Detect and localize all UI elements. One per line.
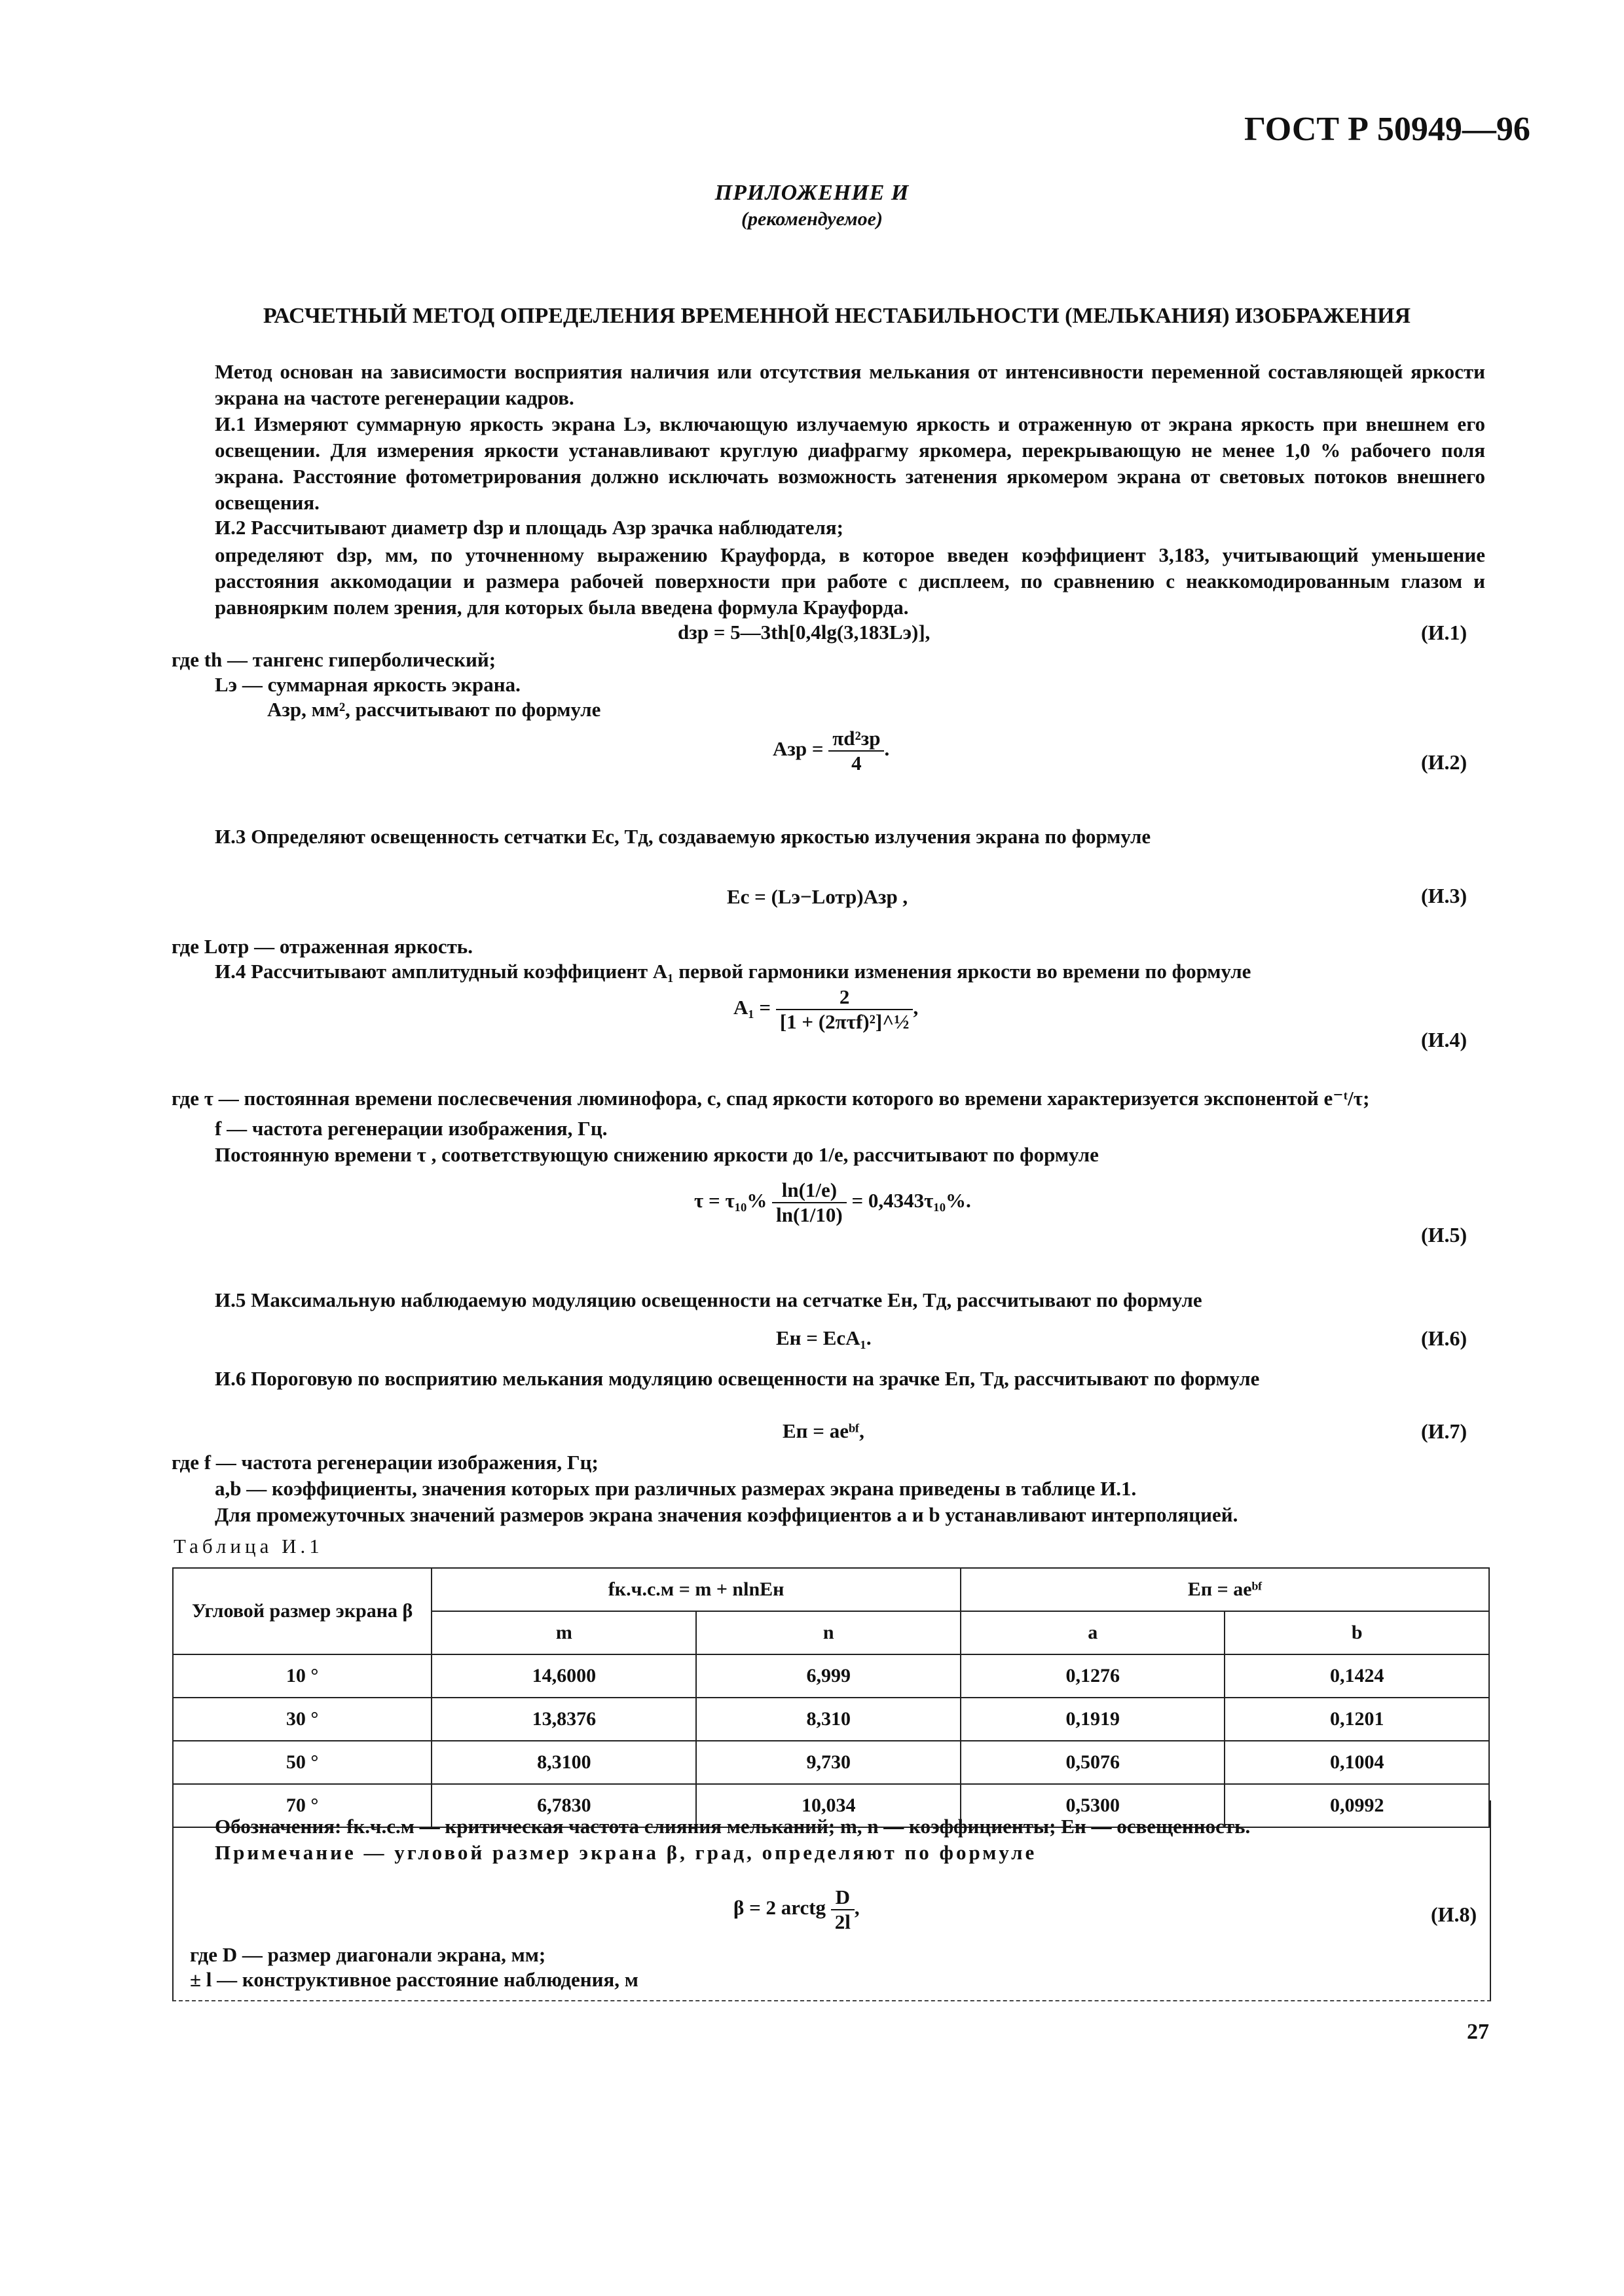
header-beta: Угловой размер экрана β (173, 1568, 432, 1654)
equation-number-i5: (И.5) (1421, 1223, 1467, 1247)
header-n: n (696, 1611, 961, 1654)
equation-i4-denominator: [1 + (2πτf)²]^½ (779, 1010, 910, 1033)
where-th: где th — тангенс гиперболический; (172, 648, 496, 671)
header-a: a (961, 1611, 1225, 1654)
equation-i2-numerator: πd²зр (828, 727, 884, 752)
table-cell: 14,6000 (432, 1654, 696, 1698)
equation-number-i4: (И.4) (1421, 1028, 1467, 1051)
A-calc-text: Aзр, мм², рассчитывают по формуле (267, 698, 601, 721)
header-b: b (1225, 1611, 1489, 1654)
equation-number-i7: (И.7) (1421, 1419, 1467, 1443)
header-group-En: Eп = aeᵇᶠ (961, 1568, 1489, 1611)
equation-i6: Eн = EсA₁. (776, 1326, 872, 1349)
equation-i2: Aзр = $\frac{\text{πd²зр}}{4}$ . (773, 727, 890, 774)
table-cell: 0,1201 (1225, 1698, 1489, 1741)
table-cell: 10,034 (696, 1784, 961, 1827)
table-cell: 0,0992 (1225, 1784, 1489, 1827)
table-cell: 50 ° (173, 1741, 432, 1784)
table-cell: 0,1004 (1225, 1741, 1489, 1784)
paragraph-i4: И.4 Рассчитывают амплитудный коэффициент A₁ первой гармоники изменения яркости во времени по формуле (215, 960, 1251, 983)
equation-number-i3: (И.3) (1421, 884, 1467, 907)
table-cell: 30 ° (173, 1698, 432, 1741)
where-L: Lэ — суммарная яркость экрана. (215, 673, 521, 696)
equation-i8-fraction (831, 1886, 855, 1934)
where-l: ± l — конструктивное расстояние наблюдения, м (190, 1968, 638, 1991)
table-row (173, 1698, 1489, 1741)
table-cell: 0,5076 (961, 1741, 1225, 1784)
equation-i4-fraction (776, 985, 913, 1034)
equation-i5-numerator: ln(1/e) (772, 1178, 847, 1203)
table-cell: 70 ° (173, 1784, 432, 1827)
equation-i5-rhs: = 0,4343τ₁₀%. (851, 1189, 971, 1212)
equation-number-i1: (И.1) (1421, 621, 1467, 644)
where-Lotr: где Lотр — отраженная яркость. (172, 935, 473, 958)
table-row (173, 1741, 1489, 1784)
header-m: m (432, 1611, 696, 1654)
table-cell: 10 ° (173, 1654, 432, 1698)
where-tau: где τ — постоянная времени послесвечения люминофора, с, спад яркости которого во времени характеризуется экспонентой e⁻ᵗ/τ; (172, 1087, 1370, 1110)
appendix-status: (рекомендуемое) (741, 208, 883, 230)
equation-i2-lhs: Aзр = (773, 737, 824, 761)
paragraph-i6: И.6 Пороговую по восприятию мелькания модуляцию освещенности на зрачке Eп, Тд, рассчитывают по формуле (215, 1367, 1260, 1390)
notes-legend: Обозначения: fк.ч.с.м — критическая частота слияния мельканий; m, n — коэффициенты; Eн — освещенность. (215, 1815, 1251, 1838)
equation-i8-lhs: β = 2 arctg (733, 1896, 826, 1920)
equation-i4: A₁ = $\frac{2}{\text{[1 + (2πτf)²]\textasciicircum{}½}}$ , (733, 985, 919, 1033)
paragraph-i1: И.1 Измеряют суммарную яркость экрана Lэ, включающую излучаемую яркость и отраженную от экрана яркость при внешнем его освещении. Для измерения яркости устанавливают круглую диафрагму яркомера, перекрывающую не менее 1,0 % рабочего поля экрана. Расстояние фотометрирования должно исключать возможность затенения яркомером экрана от световых потоков внешнего освещения. (215, 412, 1485, 514)
table-cell: 13,8376 (432, 1698, 696, 1741)
equation-i8-denominator: 2l (834, 1910, 851, 1933)
table-cell: 0,1424 (1225, 1654, 1489, 1698)
table-cell: 8,3100 (432, 1741, 696, 1784)
table-cell: 0,1276 (961, 1654, 1225, 1698)
tau-calc-text: Постоянную времени τ , соответствующую снижению яркости до 1/e, рассчитывают по формуле (215, 1143, 1099, 1166)
equation-number-i8: (И.8) (1431, 1903, 1477, 1926)
appendix-label: ПРИЛОЖЕНИЕ И (714, 181, 910, 205)
coefficients-table (172, 1567, 1490, 1828)
equation-i5 (694, 1178, 971, 1227)
equation-i7: Eп = aeᵇᶠ, (783, 1419, 864, 1442)
table-cell: 0,5300 (961, 1784, 1225, 1827)
where-f2: где f — частота регенерации изображения, Гц; (172, 1451, 599, 1474)
interpolation-text: Для промежуточных значений размеров экрана значения коэффициентов a и b устанавливают интерполяцией. (215, 1503, 1238, 1526)
table-cell: 6,7830 (432, 1784, 696, 1827)
where-f: f — частота регенерации изображения, Гц. (215, 1117, 608, 1140)
table-cell: 9,730 (696, 1741, 961, 1784)
where-D: где D — размер диагонали экрана, мм; (190, 1943, 546, 1966)
paragraph-i2b: определяют dзр, мм, по уточненному выражению Крауфорда, в которое введен коэффициент 3,183, учитывающий уменьшение расстояния аккомодации и размера рабочей поверхности при работе с дисплеем, по сравнению с неаккомодированным глазом и равноярким полем зрения, для которых была введена формула Крауфорда. (215, 543, 1485, 619)
table-cell: 6,999 (696, 1654, 961, 1698)
equation-i4-lhs: A₁ = (733, 996, 771, 1019)
equation-number-i2: (И.2) (1421, 750, 1467, 774)
intro-paragraph: Метод основан на зависимости восприятия наличия или отсутствия мелькания от интенсивности переменной составляющей яркости экрана на частоте регенерации кадров. (215, 360, 1485, 409)
table-cell: 0,1919 (961, 1698, 1225, 1741)
equation-i8-numerator: D (831, 1886, 855, 1910)
table-row (173, 1654, 1489, 1698)
equation-i4-numerator: 2 (776, 985, 913, 1010)
table-cell: 8,310 (696, 1698, 961, 1741)
paragraph-i5: И.5 Максимальную наблюдаемую модуляцию освещенности на сетчатке Eн, Тд, рассчитывают по формуле (215, 1288, 1202, 1311)
equation-i2-fraction (828, 727, 884, 775)
notes-remark: Примечание — угловой размер экрана β, град, определяют по формуле (215, 1841, 1037, 1864)
equation-i2-denominator: 4 (851, 752, 862, 774)
section-title: РАСЧЕТНЫЙ МЕТОД ОПРЕДЕЛЕНИЯ ВРЕМЕННОЙ НЕСТАБИЛЬНОСТИ (МЕЛЬКАНИЯ) ИЗОБРАЖЕНИЯ (263, 304, 1411, 328)
equation-i5-denominator: ln(1/10) (776, 1203, 843, 1226)
paragraph-i2: И.2 Рассчитывают диаметр dзр и площадь Aзр зрачка наблюдателя; (215, 516, 843, 539)
equation-i3: Eс = (Lэ−Lотр)Aзр , (727, 885, 908, 908)
equation-i5-fraction (772, 1178, 847, 1227)
table-caption: Таблица И.1 (174, 1535, 323, 1558)
equation-i8: β = 2 arctg $\frac{D}{2l}$ , (733, 1886, 860, 1933)
equation-number-i6: (И.6) (1421, 1326, 1467, 1350)
paragraph-i3: И.3 Определяют освещенность сетчатки Eс, Тд, создаваемую яркостью излучения экрана по формуле (215, 825, 1151, 848)
document-code: ГОСТ Р 50949—96 (1244, 111, 1530, 148)
header-group-fkcsm: fк.ч.с.м = m + nlnEн (432, 1568, 961, 1611)
equation-i5-lhs: τ = τ₁₀% (694, 1189, 767, 1212)
where-ab: a,b — коэффициенты, значения которых при различных размерах экрана приведены в таблице И.1. (215, 1477, 1137, 1500)
equation-i1: dзр = 5—3th[0,4lg(3,183Lэ)], (678, 621, 931, 644)
page-number: 27 (1467, 2020, 1489, 2044)
